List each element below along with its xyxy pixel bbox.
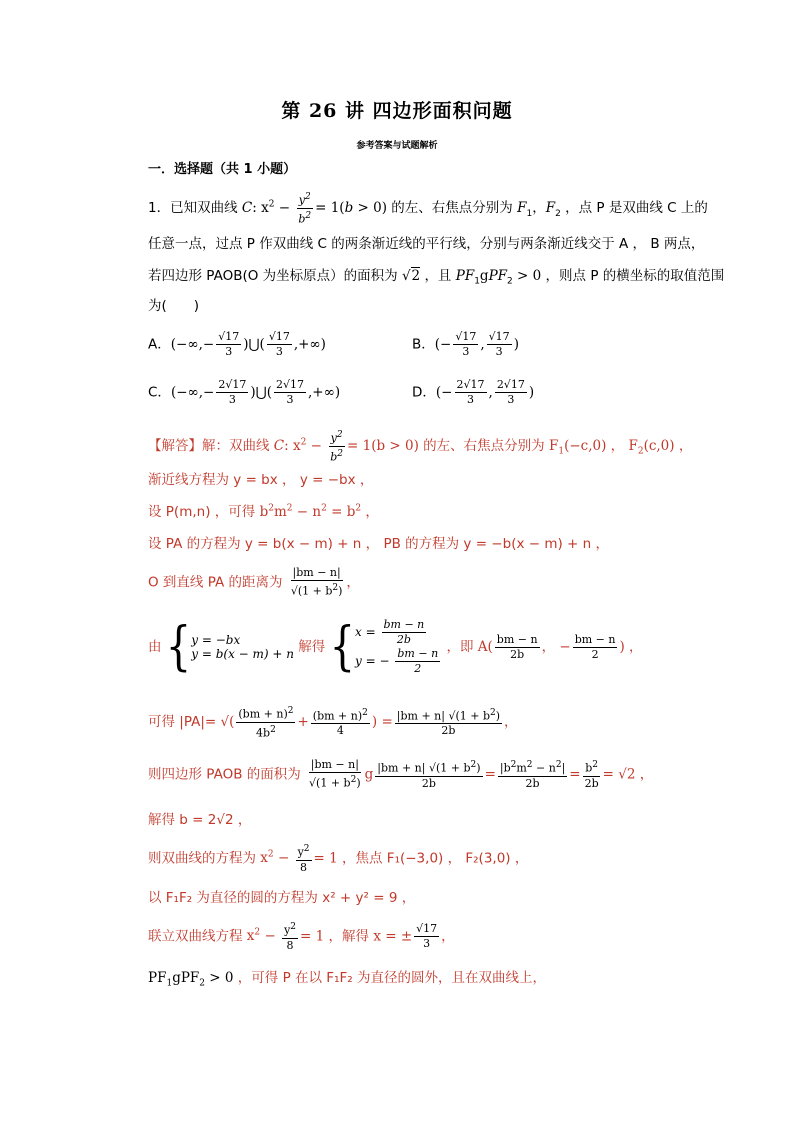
solution-line-9: 解得 b = 2√2 ， — [148, 812, 252, 828]
question-line-1: 1．已知双曲线 C: $x^2$ − $\frac{y^2}{b^2}$ = 1(b > 0) 的左、右焦点分别为 $F_1$，$F_2$ ，点 P 是双曲线 C 上的 — [148, 192, 708, 226]
option-b[interactable]: B．(− $\frac{√17}{3}$ , $\frac{√17}{3}$ ) — [412, 330, 519, 358]
solution-line-1: 【解答】解：双曲线 C: $x^2$ − $\frac{y^2}{b^2}$ = 1(b > 0) 的左、右焦点分别为 $F_1(-c,0)$ ， $F_2(c,0)$ ， — [148, 430, 693, 464]
solution-line-12: 联立双曲线方程 $x^2$ − $\frac{y^2}{8}$ = 1 ，解得 x = ± $\frac{√17}{3}$ ， — [148, 921, 455, 952]
option-c[interactable]: C．(−∞,− $\frac{2√17}{3}$ )⋃( $\frac{2√17}{3}$ ,+∞) — [148, 378, 341, 406]
question-line-2: 任意一点，过点 P 作双曲线 C 的两条渐近线的平行线，分别与两条渐近线交于 A ， B 两点， — [148, 236, 705, 252]
page-title: 第 26 讲 四边形面积问题 — [281, 100, 513, 122]
section-heading: 一．选择题（共 1 小题） — [148, 162, 297, 177]
solution-line-5: O 到直线 PA 的距离为 $\frac{|bm - n|}{√(1 + b^2)}$ ， — [148, 566, 360, 598]
solution-line-2: 渐近线方程为 y = bx ， y = −bx ， — [148, 472, 374, 488]
solution-line-10: 则双曲线的方程为 $x^2$ − $\frac{y^2}{8}$ = 1 ，焦点 F₁(−3,0) ， F₂(3,0) ， — [148, 844, 529, 874]
solution-line-4: 设 PA 的方程为 y = b(x − m) + n ， PB 的方程为 y = −b(x − m) + n ， — [148, 536, 609, 552]
question-line-4: 为( ) — [148, 298, 200, 314]
solution-line-6: 由 { y = −bx y = b(x − m) + n 解得 { x = $\frac{bm - n}{2b}$ y = − $\frac{bm - n}{2}$ ，即 A( $\frac{bm - n}{2b}$ ， − $\frac{bm - n}{2}$ ) ， — [148, 617, 643, 677]
solution-line-8: 则四边形 PAOB 的面积为 $\frac{|bm - n|}{√(1 + b^2)}$ g $\frac{|bm + n| √(1 + b^2)}{2b}$ = $\frac{|b^2m^2 - n^2|}{2b}$ = $\frac{b^2}{2b}$ = √2 ， — [148, 758, 654, 790]
page-subtitle: 参考答案与试题解析 — [356, 141, 438, 151]
option-d[interactable]: D．(− $\frac{2√17}{3}$ , $\frac{2√17}{3}$ ) — [412, 378, 535, 406]
solution-line-7: 可得 |PA|= √( $\frac{(bm + n)^2}{4b^2}$ + $\frac{(bm + n)^2}{4}$ ) = $\frac{|bm + n| √(1 + b^2)}{2b}$ ， — [148, 706, 518, 740]
option-a[interactable]: A．(−∞,− $\frac{√17}{3}$ )⋃( $\frac{√17}{3}$ ,+∞) — [148, 330, 326, 358]
solution-line-3: 设 P(m,n) ，可得 $b^2m^2 - n^2 = b^2$ ， — [148, 503, 379, 520]
solution-line-11: 以 F₁F₂ 为直径的圆的方程为 x² + y² = 9 ， — [148, 890, 416, 906]
solution-line-13: $PF_1gPF_2 > 0$ ，可得 P 在以 F₁F₂ 为直径的圆外，且在双曲线上， — [148, 970, 546, 989]
question-line-3: 若四边形 PAOB(O 为坐标原点）的面积为 √2 ，且 $PF_1gPF_2 > 0$ ，则点 P 的横坐标的取值范围 — [148, 268, 725, 287]
